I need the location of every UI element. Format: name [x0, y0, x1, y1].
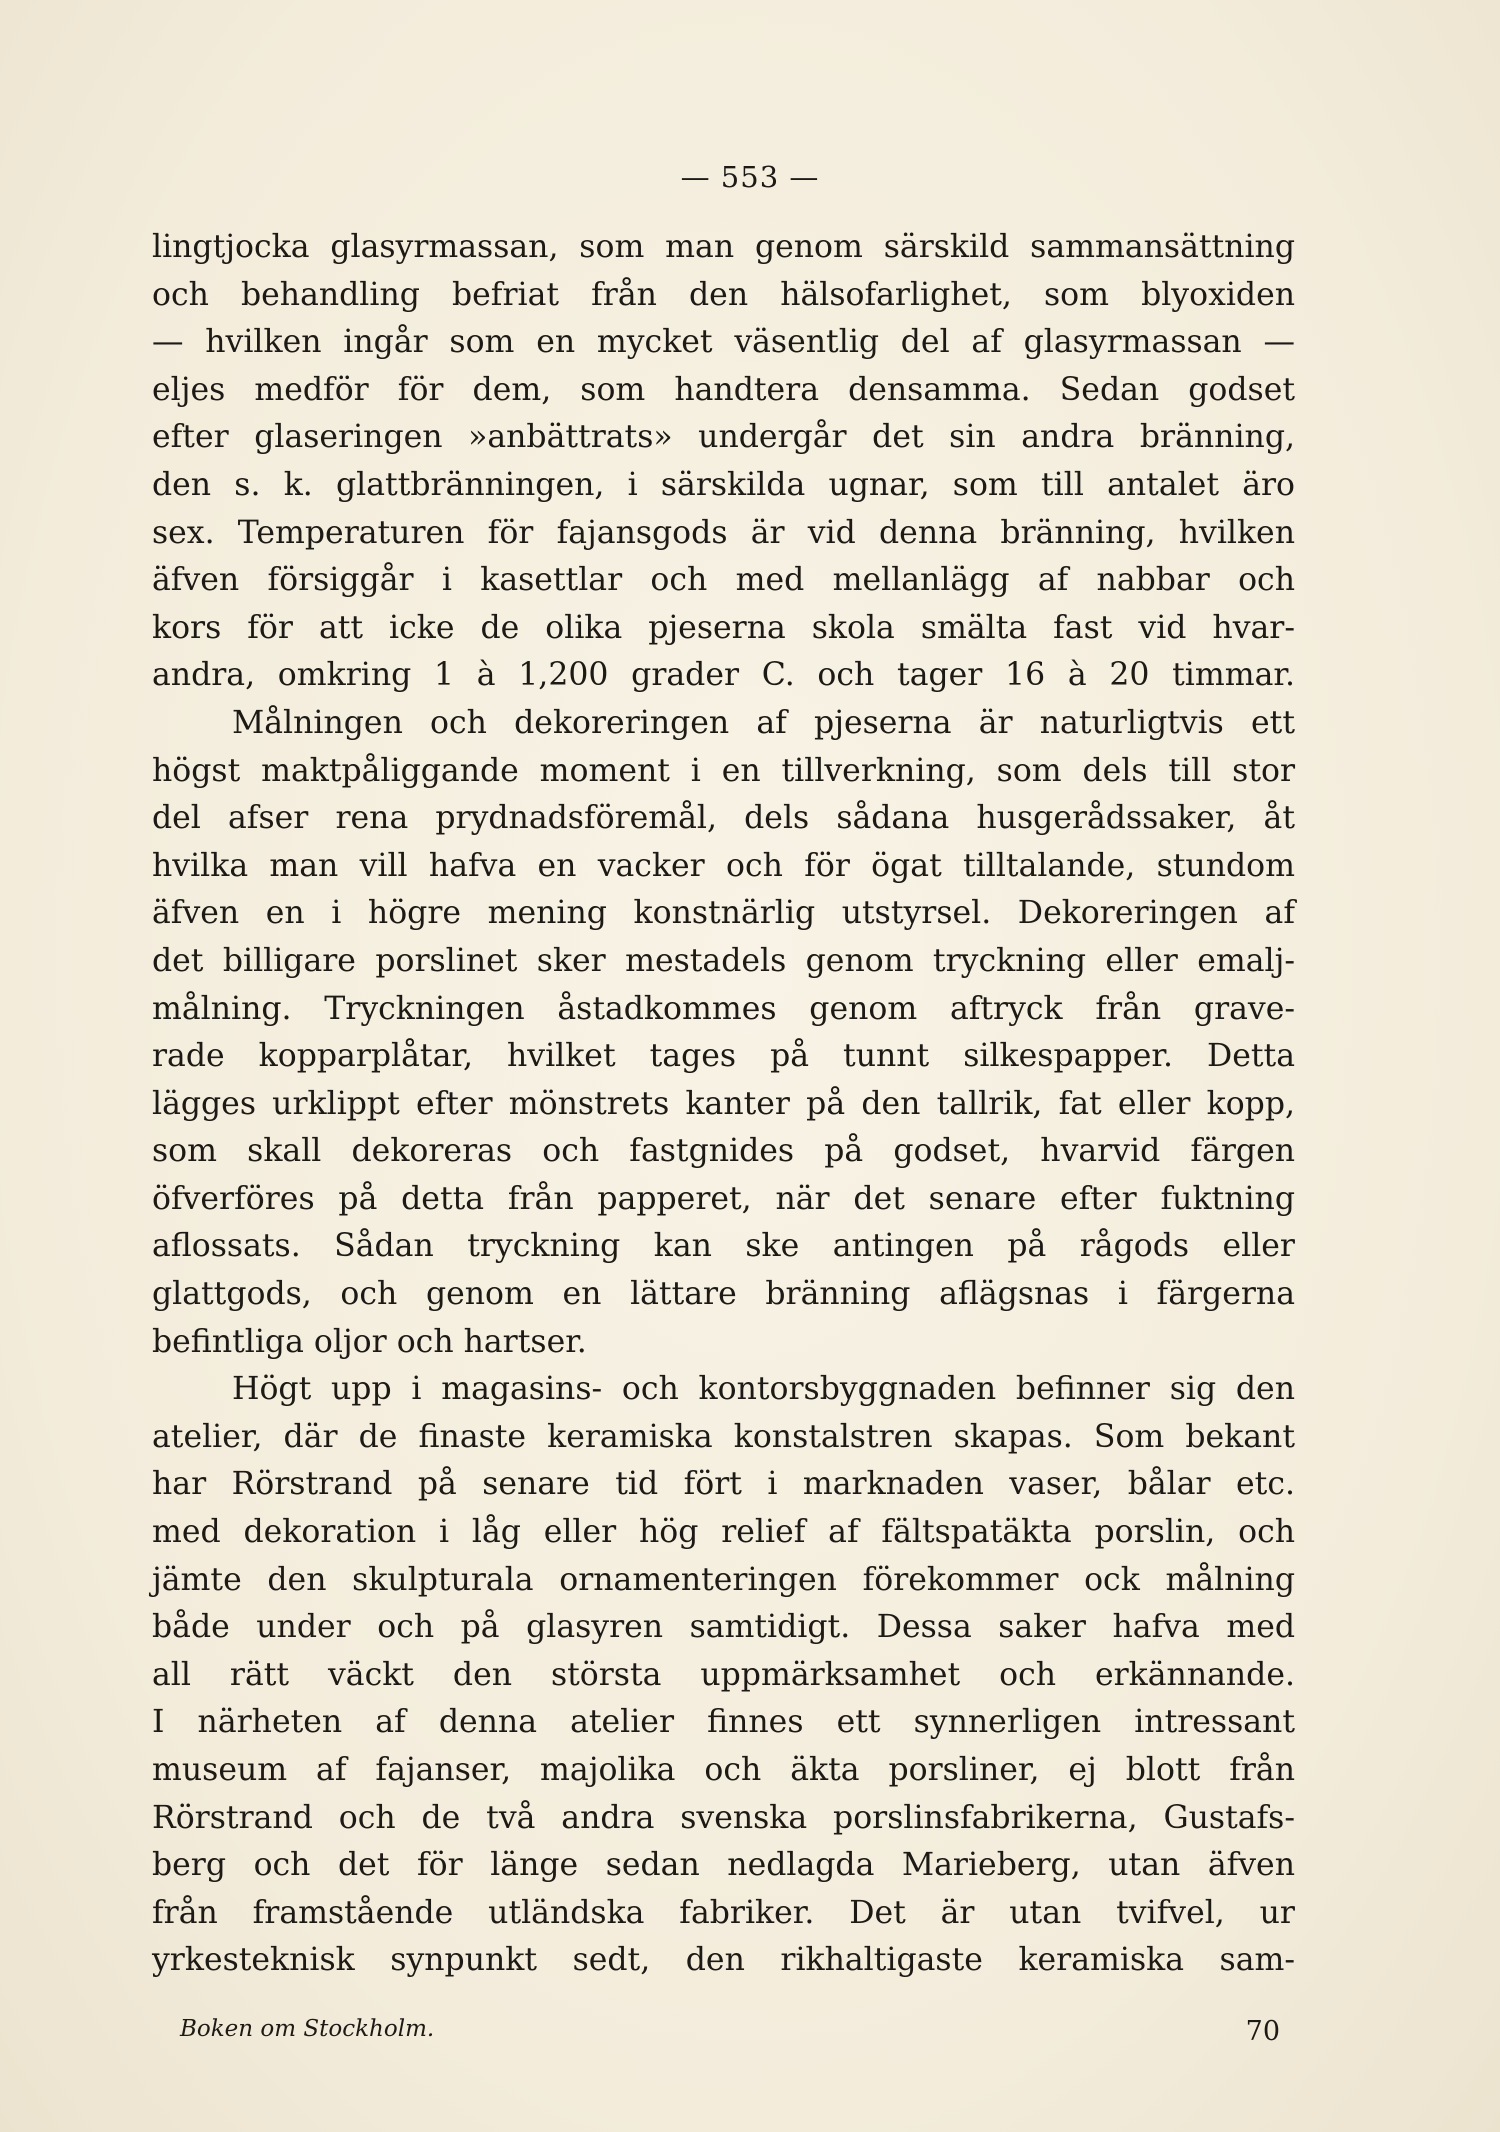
text-line: den s. k. glattbränningen, i särskilda ugnar, som till antalet äro — [152, 466, 1295, 503]
text-line: jämte den skulpturala ornamenteringen förekommer ock målning — [152, 1561, 1295, 1598]
text-line: högst maktpåliggande moment i en tillverkning, som dels till stor — [152, 752, 1295, 789]
paragraph-start-line: Målningen och dekoreringen af pjeserna är naturligtvis ett — [232, 704, 1295, 741]
text-line: och behandling befriat från den hälsofarlighet, som blyoxiden — [152, 276, 1295, 313]
text-line: glattgods, och genom en lättare bränning aflägsnas i färgerna — [152, 1276, 1295, 1313]
text-line: med dekoration i låg eller hög relief af fältspatäkta porslin, och — [152, 1514, 1295, 1551]
text-line: äfven en i högre mening konstnärlig utstyrsel. Dekoreringen af — [152, 895, 1295, 932]
paragraph-end-line: befintliga oljor och hartser. — [152, 1323, 587, 1360]
footer-signature-number: 70 — [1245, 2016, 1280, 2047]
text-line: I närheten af denna atelier finnes ett synnerligen intressant — [152, 1704, 1295, 1741]
text-line: Rörstrand och de två andra svenska porslinsfabrikerna, Gustafs- — [152, 1799, 1295, 1836]
text-line: museum af fajanser, majolika och äkta porsliner, ej blott från — [152, 1752, 1295, 1788]
paragraph-start-line: Högt upp i magasins- och kontorsbyggnaden befinner sig den — [232, 1371, 1295, 1408]
text-line: — hvilken ingår som en mycket väsentlig del af glasyrmassan — — [152, 324, 1295, 361]
text-line: från framstående utländska fabriker. Det är utan tvifvel, ur — [152, 1894, 1295, 1931]
text-line: lägges urklippt efter mönstrets kanter på den tallrik, fat eller kopp, — [152, 1085, 1295, 1122]
text-line: det billigare porslinet sker mestadels genom tryckning eller emalj- — [152, 942, 1295, 979]
page-footer — [180, 2016, 1280, 2056]
text-line: målning. Tryckningen åstadkommes genom aftryck från grave- — [152, 990, 1295, 1027]
text-line: hvilka man vill hafva en vacker och för ögat tilltalande, stundom — [152, 847, 1295, 884]
text-line: andra, omkring 1 à 1,200 grader C. och tager 16 à 20 timmar. — [152, 657, 1295, 694]
text-line: kors för att icke de olika pjeserna skola smälta fast vid hvar- — [152, 609, 1295, 646]
text-line: eljes medför för dem, som handtera densamma. Sedan godset — [152, 371, 1295, 408]
text-line: del afser rena prydnadsföremål, dels sådana husgerådssaker, åt — [152, 800, 1295, 837]
text-line: både under och på glasyren samtidigt. Dessa saker hafva med — [152, 1609, 1295, 1646]
text-line: efter glaseringen »anbättrats» undergår det sin andra bränning, — [152, 419, 1295, 456]
text-line: all rätt väckt den största uppmärksamhet och erkännande. — [152, 1656, 1295, 1693]
text-line: har Rörstrand på senare tid fört i marknaden vaser, bålar etc. — [152, 1466, 1295, 1503]
text-line: berg och det för länge sedan nedlagda Marieberg, utan äfven — [152, 1847, 1295, 1884]
text-line: rade kopparplåtar, hvilket tages på tunnt silkespapper. Detta — [152, 1038, 1295, 1075]
text-line: äfven försiggår i kasettlar och med mellanlägg af nabbar och — [152, 562, 1295, 599]
text-line: aflossats. Sådan tryckning kan ske antingen på rågods eller — [152, 1228, 1295, 1265]
body-text — [152, 224, 1295, 1985]
text-line: sex. Temperaturen för fajansgods är vid denna bränning, hvilken — [152, 514, 1295, 551]
page-number: — 553 — — [680, 160, 820, 194]
text-line: yrkesteknisk synpunkt sedt, den rikhaltigaste keramiska sam- — [152, 1942, 1295, 1979]
text-line: som skall dekoreras och fastgnides på godset, hvarvid färgen — [152, 1133, 1295, 1170]
text-line: öfverföres på detta från papperet, när det senare efter fuktning — [152, 1180, 1295, 1217]
text-line: atelier, där de finaste keramiska konstalstren skapas. Som bekant — [152, 1418, 1295, 1455]
text-line: lingtjocka glasyrmassan, som man genom särskild sammansättning — [152, 229, 1295, 265]
footer-book-title: Boken om Stockholm. — [180, 2016, 435, 2042]
